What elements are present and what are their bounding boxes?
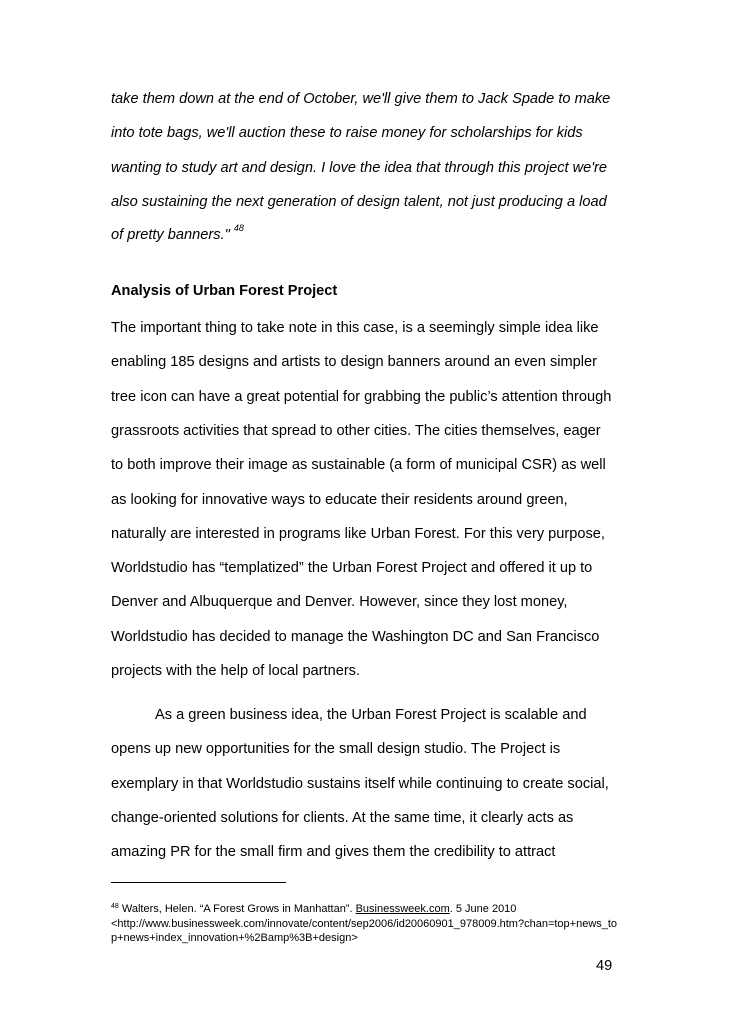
paragraph-line: Worldstudio has decided to manage the Washington DC and San Francisco [111, 629, 600, 645]
paragraph-line: as looking for innovative ways to educate their residents around green, [111, 492, 568, 508]
paragraph-line: Worldstudio has “templatized” the Urban Forest Project and offered it up to [111, 560, 593, 576]
footnote-citation: Walters, Helen. “A Forest Grows in Manhattan”. [118, 903, 356, 915]
footnote-number: 48 [111, 903, 119, 910]
paragraph-line: naturally are interested in programs like Urban Forest. For this very purpose, [111, 526, 605, 542]
paragraph-line: exemplary in that Worldstudio sustains itself while continuing to create social, [111, 776, 609, 792]
paragraph-line: enabling 185 designs and artists to design banners around an even simpler [111, 354, 597, 370]
footnote-reference: 48 [233, 223, 244, 233]
footnote-url-line: <http://www.businessweek.com/innovate/content/sep2006/id20060901_978009.htm?chan=top+news_to [111, 918, 618, 930]
paragraph-line: tree icon can have a great potential for grabbing the public’s attention through [111, 389, 612, 405]
footnote-url-line: p+news+index_innovation+%2Bamp%3B+design> [111, 932, 358, 944]
paragraph-line: to both improve their image as sustainable (a form of municipal CSR) as well [111, 457, 606, 473]
paragraph-line: The important thing to take note in this case, is a seemingly simple idea like [111, 320, 599, 336]
paragraph-line: change-oriented solutions for clients. At the same time, it clearly acts as [111, 810, 574, 826]
page-number: 49 [596, 958, 613, 974]
quote-text: of pretty banners." [111, 227, 230, 243]
quote-line: also sustaining the next generation of design talent, not just producing a load [111, 194, 607, 210]
footnote-date: . 5 June 2010 [449, 903, 517, 915]
footnote-line [111, 903, 516, 917]
paragraph-line: grassroots activities that spread to other cities. The cities themselves, eager [111, 423, 601, 439]
quote-line: into tote bags, we'll auction these to raise money for scholarships for kids [111, 125, 583, 141]
footnote-source-link[interactable]: Businessweek.com [355, 903, 450, 915]
paragraph-line-indented: As a green business idea, the Urban Forest Project is scalable and [155, 707, 587, 723]
quote-line: wanting to study art and design. I love the idea that through this project we're [111, 160, 608, 176]
section-heading: Analysis of Urban Forest Project [111, 283, 338, 299]
quote-line: take them down at the end of October, we'll give them to Jack Spade to make [111, 91, 611, 107]
paragraph-line: Denver and Albuquerque and Denver. However, since they lost money, [111, 594, 568, 610]
paragraph-line: opens up new opportunities for the small design studio. The Project is [111, 741, 561, 757]
paragraph-line: projects with the help of local partners. [111, 663, 361, 679]
footnote-separator [111, 882, 286, 883]
quote-line-last [111, 223, 244, 245]
paragraph-line: amazing PR for the small firm and gives them the credibility to attract [111, 844, 556, 860]
